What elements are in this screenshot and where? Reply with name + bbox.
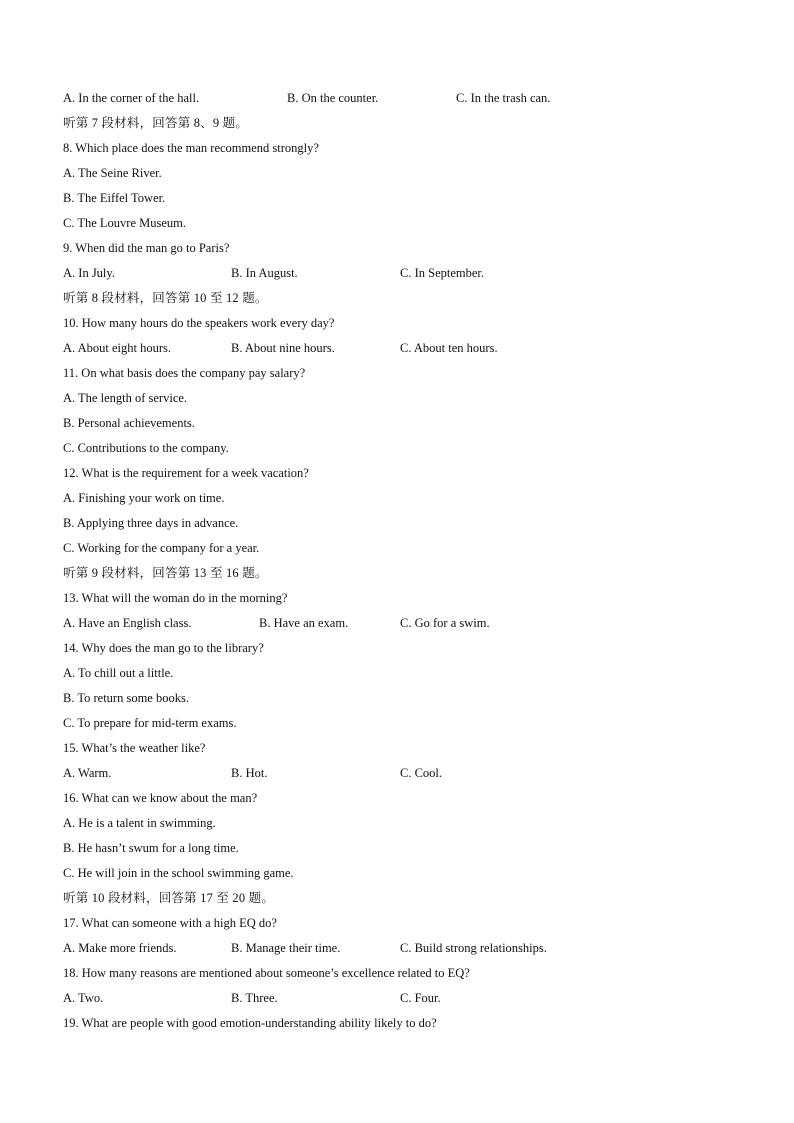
answer-option-c: C. Go for a swim. bbox=[400, 616, 490, 630]
answer-option-a: A. About eight hours. bbox=[63, 341, 171, 355]
answer-option-c: C. Four. bbox=[400, 991, 441, 1005]
answer-option-c: C. About ten hours. bbox=[400, 341, 498, 355]
answer-option-a: A. Warm. bbox=[63, 766, 112, 780]
answer-option-b: B. Hot. bbox=[231, 766, 268, 780]
answer-option-b: B. Manage their time. bbox=[231, 941, 341, 955]
section-instruction: 听第 7 段材料，回答第 8、9 题。 bbox=[63, 116, 249, 130]
answer-option-b: B. In August. bbox=[231, 266, 298, 280]
question-text: 14. Why does the man go to the library? bbox=[63, 641, 264, 655]
answer-option-b: B. On the counter. bbox=[287, 91, 379, 105]
section-instruction: 听第 8 段材料，回答第 10 至 12 题。 bbox=[63, 291, 268, 305]
answer-option-c: C. Build strong relationships. bbox=[400, 941, 547, 955]
answer-option: B. The Eiffel Tower. bbox=[63, 191, 166, 205]
answer-option: B. To return some books. bbox=[63, 691, 189, 705]
answer-option-b: B. About nine hours. bbox=[231, 341, 335, 355]
answer-option-a: A. Two. bbox=[63, 991, 104, 1005]
question-text: 18. How many reasons are mentioned about someone’s excellence related to EQ? bbox=[63, 966, 470, 980]
answer-option-b: B. Have an exam. bbox=[259, 616, 349, 630]
question-text: 8. Which place does the man recommend strongly? bbox=[63, 141, 319, 155]
answer-option-a: A. Have an English class. bbox=[63, 616, 192, 630]
answer-option-c: C. Cool. bbox=[400, 766, 443, 780]
answer-option: C. He will join in the school swimming game. bbox=[63, 866, 294, 880]
question-text: 11. On what basis does the company pay salary? bbox=[63, 366, 306, 380]
answer-option-c: C. In September. bbox=[400, 266, 485, 280]
question-text: 10. How many hours do the speakers work every day? bbox=[63, 316, 335, 330]
answer-option-a: A. Make more friends. bbox=[63, 941, 177, 955]
answer-option: A. The length of service. bbox=[63, 391, 188, 405]
section-instruction: 听第 10 段材料，回答第 17 至 20 题。 bbox=[63, 891, 275, 905]
answer-option-a: A. In July. bbox=[63, 266, 115, 280]
answer-option-b: B. Three. bbox=[231, 991, 278, 1005]
answer-option-c: C. In the trash can. bbox=[456, 91, 551, 105]
answer-option: C. Working for the company for a year. bbox=[63, 541, 260, 555]
question-text: 16. What can we know about the man? bbox=[63, 791, 258, 805]
answer-option: A. He is a talent in swimming. bbox=[63, 816, 216, 830]
answer-option: A. Finishing your work on time. bbox=[63, 491, 225, 505]
question-text: 13. What will the woman do in the morning? bbox=[63, 591, 288, 605]
question-text: 17. What can someone with a high EQ do? bbox=[63, 916, 277, 930]
answer-option: C. To prepare for mid-term exams. bbox=[63, 716, 237, 730]
question-text: 9. When did the man go to Paris? bbox=[63, 241, 230, 255]
answer-option: C. Contributions to the company. bbox=[63, 441, 229, 455]
answer-option: A. The Seine River. bbox=[63, 166, 162, 180]
section-instruction: 听第 9 段材料，回答第 13 至 16 题。 bbox=[63, 566, 268, 580]
answer-option: B. He hasn’t swum for a long time. bbox=[63, 841, 239, 855]
question-text: 19. What are people with good emotion-understanding ability likely to do? bbox=[63, 1016, 437, 1030]
question-text: 12. What is the requirement for a week vacation? bbox=[63, 466, 309, 480]
answer-option: A. To chill out a little. bbox=[63, 666, 174, 680]
answer-option: B. Applying three days in advance. bbox=[63, 516, 239, 530]
answer-option: B. Personal achievements. bbox=[63, 416, 195, 430]
answer-option: C. The Louvre Museum. bbox=[63, 216, 187, 230]
answer-option-a: A. In the corner of the hall. bbox=[63, 91, 200, 105]
question-text: 15. What’s the weather like? bbox=[63, 741, 206, 755]
